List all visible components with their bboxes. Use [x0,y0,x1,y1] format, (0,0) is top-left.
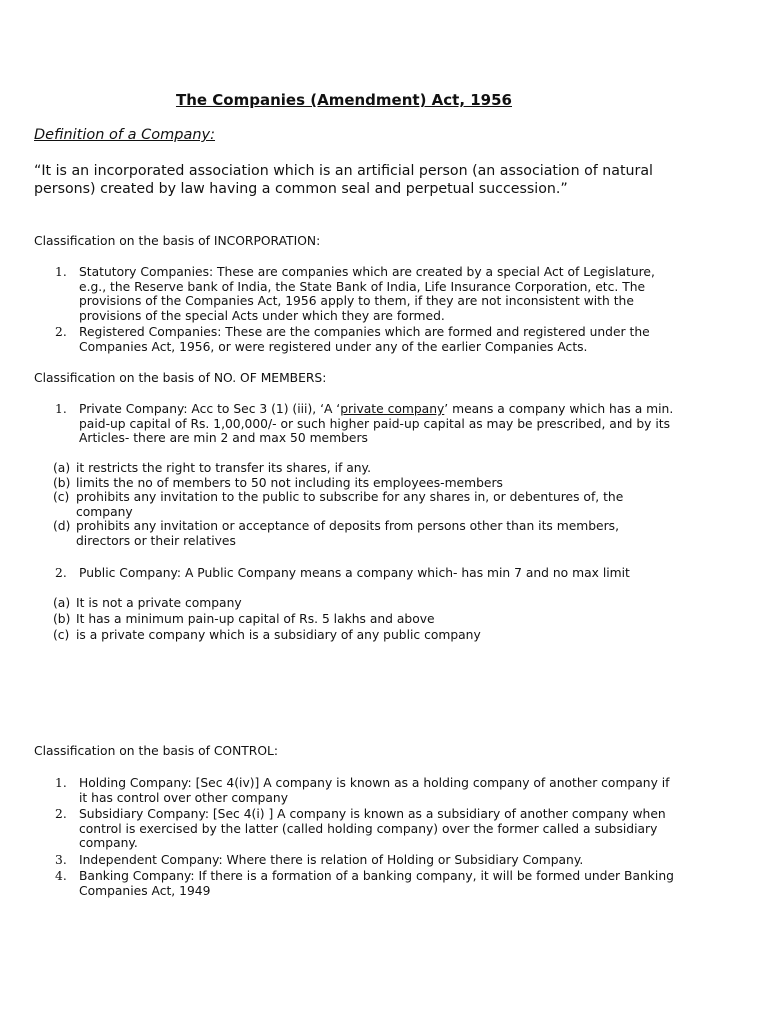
condition-marker: (c) [53,628,70,642]
control-heading: Classification on the basis of CONTROL: [34,744,279,758]
condition-item [34,519,664,548]
condition-item [34,490,664,519]
document-title: The Companies (Amendment) Act, 1956 [175,91,512,109]
condition-text: is a private company which is a subsidiary of any public company [76,628,481,642]
condition-item [34,461,664,476]
list-item [34,869,674,898]
condition-marker: (a) [53,461,71,475]
list-item-text: Banking Company: If there is a formation of a banking company, it will be formed under Banking Companies Act, 1949 [79,869,674,898]
list-item [34,402,674,446]
condition-item [34,596,664,611]
list-item-text: Subsidiary Company: [Sec 4(i) ] A company is known as a subsidiary of another company when control is exercised by the latter (called holding company) over the former called a subsidiary company. [79,807,666,850]
list-item-number: 1. [55,402,67,416]
private-company-conditions [34,461,664,548]
list-item-text: Independent Company: Where there is relation of Holding or Subsidiary Company. [79,852,584,867]
definition-quote: “It is an incorporated association which is an artificial person (an association of natural persons) created by law having a common seal and perpetual succession.” [34,163,653,197]
list-item-number: 2. [55,325,67,339]
list-item-number: 2. [55,566,67,580]
condition-marker: (d) [53,519,71,533]
incorporation-heading: Classification on the basis of INCORPORATION: [34,234,321,248]
list-item-text: Statutory Companies: These are companies which are created by a special Act of Legislature, e.g., the Reserve bank of India, the State Bank of India, Life Insurance Corporation, etc. The provisions of the Companies Act, 1956 apply to them, if they are not inconsistent with the provisions of the special Acts under which they are formed. [79,265,655,323]
list-item-number: 4. [55,869,67,883]
condition-marker: (c) [53,490,70,504]
condition-text: prohibits any invitation to the public to subscribe for any shares in, or debentures of, the company [76,490,624,519]
list-item-number: 2. [55,807,67,821]
list-item-number: 1. [55,776,67,790]
condition-marker: (b) [53,611,71,626]
list-item-text: Registered Companies: These are the companies which are formed and registered under the Companies Act, 1956, or were registered under any of the earlier Companies Acts. [79,325,650,354]
condition-item [34,628,664,643]
condition-text: it restricts the right to transfer its shares, if any. [76,461,371,475]
incorporation-list [34,265,674,356]
list-item [34,325,674,354]
private-company-term: private company [340,402,445,416]
condition-text: limits the no of members to 50 not including its employees-members [76,475,503,490]
private-company-list [34,402,674,448]
list-item [34,265,674,323]
condition-text: It has a minimum pain-up capital of Rs. 5 lakhs and above [76,611,435,626]
condition-item [34,612,664,627]
control-list [34,776,674,900]
list-item-text: Holding Company: [Sec 4(iv)] A company is known as a holding company of another company if it has control over other company [79,776,670,805]
condition-item [34,476,664,491]
condition-text: It is not a private company [76,596,242,610]
list-item-text-end: ’ means a company which has a min. paid-up capital of Rs. 1,00,000/- or such higher paid-up capital as may be prescribed, and by its Articles- there are min 2 and max 50 members [79,402,674,445]
condition-marker: (a) [53,596,71,610]
members-heading: Classification on the basis of NO. OF MEMBERS: [34,371,327,385]
list-item-text-start: Private Company: Acc to Sec 3 (1) (iii), ‘A ‘ [79,402,341,416]
list-item-number: 1. [55,265,67,279]
condition-text: prohibits any invitation or acceptance of deposits from persons other than its members, directors or their relatives [76,519,619,548]
list-item [34,853,674,868]
list-item [34,776,674,805]
list-item-text: Public Company: A Public Company means a company which- has min 7 and no max limit [79,566,630,580]
list-item [34,566,674,581]
public-company-list [34,566,674,583]
condition-marker: (b) [53,475,71,490]
definition-heading: Definition of a Company: [34,127,216,143]
public-company-conditions [34,596,664,643]
list-item-number: 3. [55,852,67,867]
list-item [34,807,674,851]
